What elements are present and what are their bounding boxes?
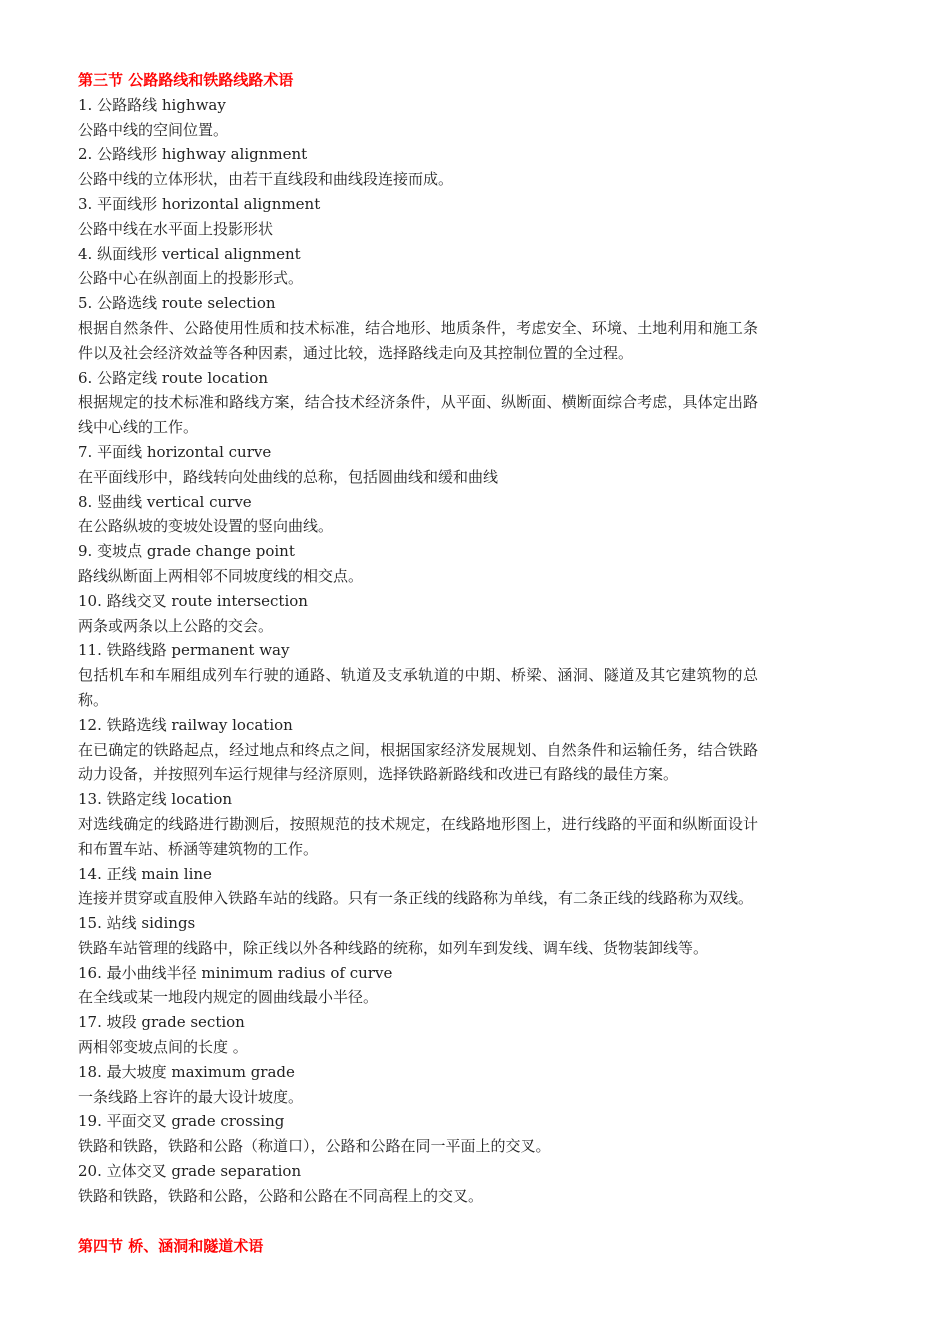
- document-page: [78, 68, 758, 1258]
- term-4: [78, 242, 758, 292]
- section-3-heading: 第三节 公路路线和铁路线路术语: [78, 71, 294, 89]
- term-20: [78, 1159, 758, 1209]
- term-6: [78, 366, 758, 440]
- term-title: 16. 最小曲线半径 minimum radius of curve: [78, 963, 393, 982]
- term-7: [78, 440, 758, 490]
- term-title: 10. 路线交叉 route intersection: [78, 591, 308, 610]
- term-16: [78, 961, 758, 1011]
- term-title: 15. 站线 sidings: [78, 914, 196, 933]
- term-title: 3. 平面线形 horizontal alignment: [78, 194, 321, 213]
- term-definition: 连接并贯穿或直股伸入铁路车站的线路。只有一条正线的线路称为单线，有二条正线的线路称为双线。: [78, 889, 754, 908]
- term-definition: 根据自然条件、公路使用性质和技术标准，结合地形、地质条件，考虑安全、环境、土地利用和施工条件以及社会经济效益等各种因素，通过比较，选择路线走向及其控制位置的全过程。: [78, 318, 758, 362]
- term-title: 1. 公路路线 highway: [78, 95, 226, 114]
- term-17: [78, 1010, 758, 1060]
- term-title: 11. 铁路线路 permanent way: [78, 641, 290, 660]
- section-4-heading: 第四节 桥、涵洞和隧道术语: [78, 1236, 264, 1255]
- term-definition: 在已确定的铁路起点，经过地点和终点之间，根据国家经济发展规划、自然条件和运输任务，结合铁路动力设备，并按照列车运行规律与经济原则，选择铁路新路线和改进已有路线的最佳方案。: [78, 740, 758, 784]
- term-title: 17. 坡段 grade section: [78, 1013, 245, 1032]
- term-definition: 公路中线在水平面上投影形状: [78, 219, 274, 238]
- term-title: 13. 铁路定线 location: [78, 790, 233, 809]
- term-14: [78, 862, 758, 912]
- term-13: [78, 787, 758, 861]
- term-title: 6. 公路定线 route location: [78, 368, 269, 387]
- term-title: 12. 铁路选线 railway location: [78, 715, 293, 734]
- term-definition: 根据规定的技术标准和路线方案，结合技术经济条件，从平面、纵断面、横断面综合考虑，具体定出路线中心线的工作。: [78, 393, 758, 437]
- term-definition: 两条或两条以上公路的交会。: [78, 616, 274, 635]
- term-3: [78, 192, 758, 242]
- term-definition: 公路中线的立体形状，由若干直线段和曲线段连接而成。: [78, 170, 454, 189]
- term-title: 8. 竖曲线 vertical curve: [78, 492, 252, 511]
- term-19: [78, 1109, 758, 1159]
- term-title: 7. 平面线 horizontal curve: [78, 442, 272, 461]
- term-title: 2. 公路线形 highway alignment: [78, 145, 308, 164]
- term-definition: 铁路车站管理的线路中，除正线以外各种线路的统称，如列车到发线、调车线、货物装卸线等。: [78, 938, 709, 957]
- term-definition: 两相邻变坡点间的长度 。: [78, 1038, 248, 1057]
- term-15: [78, 911, 758, 961]
- term-definition: 在公路纵坡的变坡处设置的竖向曲线。: [78, 517, 334, 536]
- term-title: 18. 最大坡度 maximum grade: [78, 1062, 295, 1081]
- term-definition: 铁路和铁路，铁路和公路（称道口），公路和公路在同一平面上的交叉。: [78, 1137, 551, 1156]
- term-12: [78, 713, 758, 787]
- term-11: [78, 638, 758, 712]
- term-definition: 公路中心在纵剖面上的投影形式。: [78, 269, 304, 288]
- term-definition: 对选线确定的线路进行勘测后，按照规范的技术规定，在线路地形图上，进行线路的平面和纵断面设计和布置车站、桥涵等建筑物的工作。: [78, 814, 758, 858]
- term-18: [78, 1060, 758, 1110]
- term-definition: 在平面线形中，路线转向处曲线的总称，包括圆曲线和缓和曲线: [78, 467, 499, 486]
- term-10: [78, 589, 758, 639]
- term-title: 9. 变坡点 grade change point: [78, 542, 295, 561]
- term-2: [78, 142, 758, 192]
- term-title: 19. 平面交叉 grade crossing: [78, 1112, 285, 1131]
- term-definition: 包括机车和车厢组成列车行驶的通路、轨道及支承轨道的中期、桥梁、涵洞、隧道及其它建筑物的总称。: [78, 666, 758, 709]
- term-8: [78, 490, 758, 540]
- term-title: 20. 立体交叉 grade separation: [78, 1162, 302, 1181]
- term-definition: 铁路和铁路，铁路和公路，公路和公路在不同高程上的交叉。: [78, 1186, 484, 1205]
- term-definition: 路线纵断面上两相邻不同坡度线的相交点。: [78, 566, 364, 585]
- term-definition: 在全线或某一地段内规定的圆曲线最小半径。: [78, 988, 379, 1007]
- term-title: 4. 纵面线形 vertical alignment: [78, 244, 301, 263]
- term-title: 14. 正线 main line: [78, 864, 212, 883]
- term-9: [78, 539, 758, 589]
- term-definition: 公路中线的空间位置。: [78, 120, 229, 139]
- term-5: [78, 291, 758, 365]
- term-1: [78, 93, 758, 143]
- term-definition: 一条线路上容许的最大设计坡度。: [78, 1087, 304, 1106]
- term-title: 5. 公路选线 route selection: [78, 294, 276, 313]
